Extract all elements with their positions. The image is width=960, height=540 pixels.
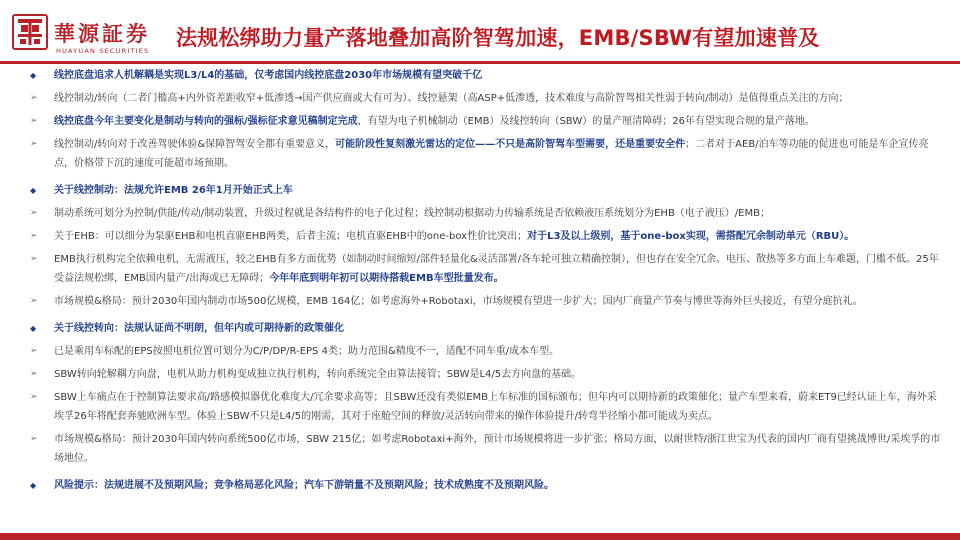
body-text: ，有望为电子机械制动（EMB）及线控转向（SBW）的量产厘清障碍；26年有望实现合规的量产落地。 [357, 116, 815, 127]
diamond-bullet-icon: ◆ [30, 186, 37, 195]
bullet-item [26, 250, 946, 288]
arrow-bullet-icon: ➢ [30, 139, 38, 149]
body-text: 市场规模&格局：预计2030年国内转向系统500亿市场，SBW 215亿；如考虑Robotaxi+海外，预计市场规模将进一步扩张；格局方面，以耐世特/浙江世宝为代表的国内厂商有望挑战博世/采埃孚的市场地位。 [54, 434, 941, 464]
body-text: 关于线控制动：法规允许EMB 26年1月开始正式上车 [54, 185, 293, 196]
body-text: ；二者对于AEB/泊车等功能的促进也可能是车企宣传亮点，价格带下沉的速度可能超市场预期。 [54, 139, 929, 169]
page-title: 法规松绑助力量产落地叠加高阶智驾加速，EMB/SBW有望加速普及 [176, 26, 820, 50]
section-heading [26, 66, 946, 85]
section-heading [26, 181, 946, 200]
section-heading [26, 319, 946, 338]
arrow-bullet-icon: ➢ [30, 346, 38, 356]
emphasis-text: 线控底盘今年主要变化是制动与转向的强标/强标征求意见稿制定完成 [54, 116, 358, 127]
body-text: EMB执行机构完全依赖电机，无需液压，较之EHB有多方面优势（如制动时间缩短/部件轻量化&灵活部署/各车轮可独立精确控制），但也存在安全冗余、电压、散热等多方面上车难题，门槛不低。25年受益法规松绑，EMB国内量产/出海或已无障碍； [54, 254, 939, 284]
emphasis-text: 对于L3及以上级别，基于one-box实现，需搭配冗余制动单元（RBU）。 [527, 231, 855, 242]
arrow-bullet-icon: ➢ [30, 231, 38, 241]
brand-name-cn: 華源証券 [54, 21, 150, 46]
body-text: 风险提示：法规进展不及预期风险；竞争格局恶化风险；汽车下游销量不及预期风险；技术成熟度不及预期风险。 [54, 480, 554, 491]
arrow-bullet-icon: ➢ [30, 208, 38, 218]
body-text: 关于EHB：可以细分为泵驱EHB和电机直驱EHB两类，后者主流；电机直驱EHB中的one-box性价比突出； [54, 231, 528, 242]
company-seal-icon [12, 14, 48, 50]
arrow-bullet-icon: ➢ [30, 369, 38, 379]
slide-header [0, 0, 960, 64]
bullet-item [26, 227, 946, 246]
emphasis-text: 可能阶段性复刻激光雷达的定位——不只是高阶智驾车型需要，还是重要安全件 [335, 139, 686, 150]
body-text: 线控制动/转向（二者门槛高+内外资差距收窄+低渗透→国产供应商或大有可为）、线控悬架（高ASP+低渗透，技术难度与高阶智驾相关性弱于转向/制动）是值得重点关注的方向； [54, 93, 849, 104]
bullet-item [26, 204, 946, 223]
bullet-item [26, 365, 946, 384]
bullet-list [26, 66, 946, 495]
arrow-bullet-icon: ➢ [30, 116, 38, 126]
diamond-bullet-icon: ◆ [30, 324, 37, 333]
body-text: 线控制动/转向对于改善驾驶体验&保障智驾安全都有重要意义， [54, 139, 336, 150]
body-text: 已是乘用车标配的EPS按照电机位置可划分为C/P/DP/R-EPS 4类；助力范围&精度不一，适配不同车重/成本车型。 [54, 346, 560, 357]
body-text: 线控底盘追求人机解耦是实现L3/L4的基础，仅考虑国内线控底盘2030年市场规模有望突破千亿 [54, 70, 483, 81]
bullet-item [26, 388, 946, 426]
diamond-bullet-icon: ◆ [30, 71, 37, 80]
bullet-item [26, 112, 946, 131]
arrow-bullet-icon: ➢ [30, 93, 38, 103]
arrow-bullet-icon: ➢ [30, 392, 38, 402]
section-heading [26, 476, 946, 495]
arrow-bullet-icon: ➢ [30, 254, 38, 264]
diamond-bullet-icon: ◆ [30, 481, 37, 490]
arrow-bullet-icon: ➢ [30, 434, 38, 444]
bullet-item [26, 342, 946, 361]
bullet-item [26, 135, 946, 173]
body-text: 市场规模&格局：预计2030年国内制动市场500亿规模，EMB 164亿；如考虑海外+Robotaxi，市场规模有望进一步扩大；国内厂商量产节奏与博世等海外巨头接近，有望分庭抗礼。 [54, 296, 863, 307]
body-text: 关于线控转向：法规认证尚不明朗，但年内或可期待新的政策催化 [54, 323, 344, 334]
company-logo [12, 14, 162, 58]
bullet-item [26, 430, 946, 468]
footer-bar [0, 533, 960, 540]
emphasis-text: 今年年底到明年初可以期待搭载EMB车型批量发布。 [269, 273, 504, 284]
body-text: 制动系统可划分为控制/供能/传动/制动装置，升级过程就是各结构件的电子化过程；线控制动根据动力传输系统是否依赖液压系统划分为EHB（电子液压）/EMB； [54, 208, 770, 219]
bullet-item [26, 292, 946, 311]
body-text: SBW转向轮解耦方向盘，电机从助力机构变成独立执行机构，转向系统完全由算法接管；SBW是L4/5去方向盘的基础。 [54, 369, 582, 380]
bullet-item [26, 89, 946, 108]
body-text: SBW上车痛点在于控制算法要求高/路感模拟器优化难度大/冗余要求高等；且SBW还没有类似EMB上车标准的国标颁布；但年内可以期待新的政策催化；量产车型来看，蔚来ET9已经认证上车，海外采埃孚26年将配套奔驰欧洲车型。体验上SBW不只是L4/5的刚需，其对于座舱空间的释放/灵活转向带来的操作体验提升/转弯半径缩小都可能成为卖点。 [54, 392, 937, 422]
brand-name-en: HUAYUAN SECURITIES [56, 47, 150, 55]
arrow-bullet-icon: ➢ [30, 296, 38, 306]
header-divider [0, 61, 960, 64]
